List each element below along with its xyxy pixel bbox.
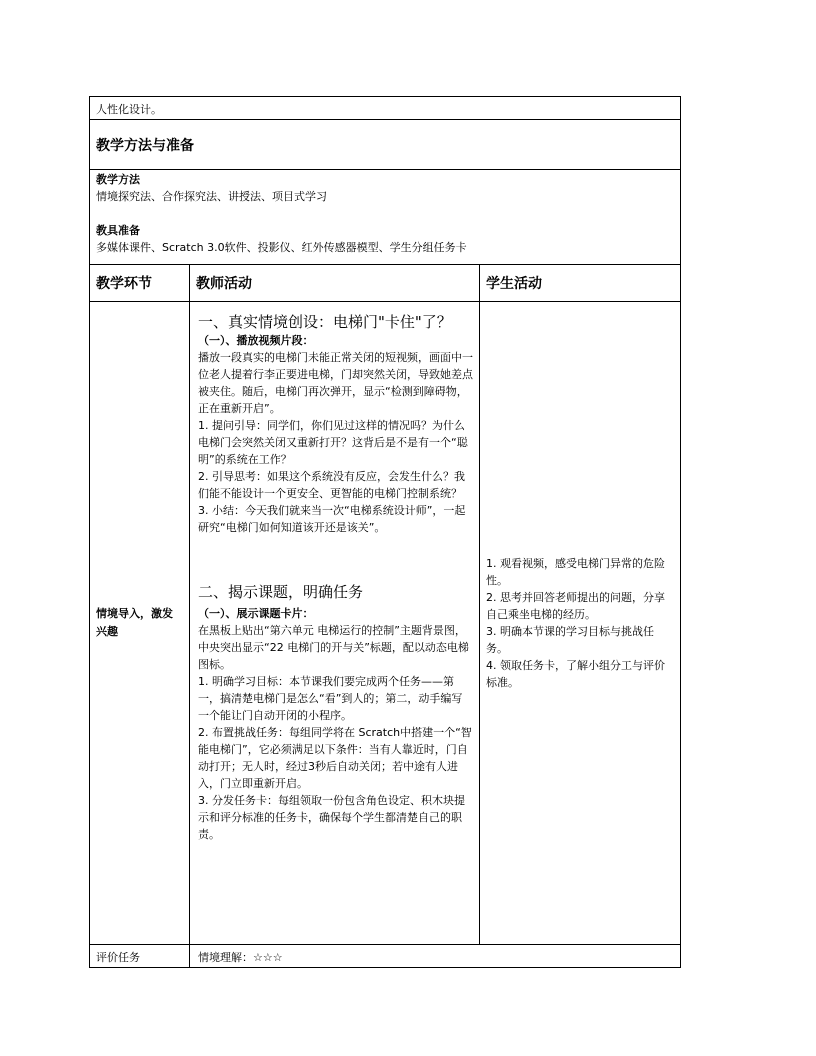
header-student: 学生活动	[486, 276, 542, 292]
part2-para2: 1. 明确学习目标：本节课我们要完成两个任务——第一，搞清楚电梯门是怎么“看”到人的；第二，动手编写一个能让门自动开闭的小程序。	[198, 675, 463, 722]
section-title-row	[90, 120, 681, 170]
part1-para4: 3. 小结：今天我们就来当一次“电梯系统设计师”，一起研究“电梯门如何知道该开还是该关”。	[198, 504, 466, 534]
content-row	[90, 302, 681, 945]
methods-text: 情境探究法、合作探究法、讲授法、项目式学习	[96, 190, 327, 203]
eval-row	[90, 945, 681, 968]
part1-title: 一、真实情境创设：电梯门"卡住"了？	[198, 313, 452, 331]
eval-label: 评价任务	[96, 951, 140, 964]
section-title: 教学方法与准备	[96, 138, 194, 154]
student-item-1: 1. 观看视频，感受电梯门异常的危险性。	[486, 557, 665, 587]
part1-para2: 1. 提问引导：同学们，你们见过这样的情况吗？为什么电梯门会突然关闭又重新打开？这背后是不是有一个“聪明”的系统在工作？	[198, 419, 468, 466]
lesson-plan-page	[89, 96, 680, 968]
student-item-4: 4. 领取任务卡，了解小组分工与评价标准。	[486, 659, 665, 689]
header-row	[90, 265, 681, 302]
methods-row	[90, 170, 681, 265]
part1-para1: 播放一段真实的电梯门未能正常关闭的短视频，画面中一位老人提着行李正要进电梯，门却突然关闭，导致她差点被夹住。随后，电梯门再次弹开，显示“检测到障碍物，正在重新开启”。	[198, 351, 473, 415]
top-row	[90, 97, 681, 120]
part2-title: 二、揭示课题，明确任务	[198, 583, 364, 601]
part1-para3: 2. 引导思考：如果这个系统没有反应，会发生什么？我们能不能设计一个更安全、更智能的电梯门控制系统？	[198, 470, 465, 500]
lesson-plan-table	[89, 96, 681, 968]
methods-label: 教学方法	[96, 173, 140, 186]
top-row-text: 人性化设计。	[96, 103, 162, 116]
header-stage: 教学环节	[96, 276, 152, 292]
part1-subtitle: （一）、播放视频片段：	[198, 334, 314, 347]
part2-para1: 在黑板上贴出“第六单元 电梯运行的控制”主题背景图，中央突出显示“22 电梯门的开与关”标题，配以动态电梯图标。	[198, 624, 469, 671]
eval-text: 情境理解：☆☆☆	[198, 951, 283, 964]
student-item-2: 2. 思考并回答老师提出的问题，分享自己乘坐电梯的经历。	[486, 591, 665, 621]
header-teacher: 教师活动	[196, 276, 252, 292]
stage-label: 情境导入，激发兴趣	[96, 607, 173, 638]
student-item-3: 3. 明确本节课的学习目标与挑战任务。	[486, 625, 654, 655]
tools-label: 教具准备	[96, 224, 140, 237]
tools-text: 多媒体课件、Scratch 3.0软件、投影仪、红外传感器模型、学生分组任务卡	[96, 241, 467, 254]
part2-para4: 3. 分发任务卡：每组领取一份包含角色设定、积木块提示和评分标准的任务卡，确保每个学生都清楚自己的职责。	[198, 794, 465, 841]
part2-subtitle: （一）、展示课题卡片：	[198, 607, 314, 620]
part2-para3: 2. 布置挑战任务：每组同学将在 Scratch中搭建一个“智能电梯门”，它必须满足以下条件：当有人靠近时，门自动打开；无人时，经过3秒后自动关闭；若中途有人进入，门立即重新开启。	[198, 726, 472, 790]
